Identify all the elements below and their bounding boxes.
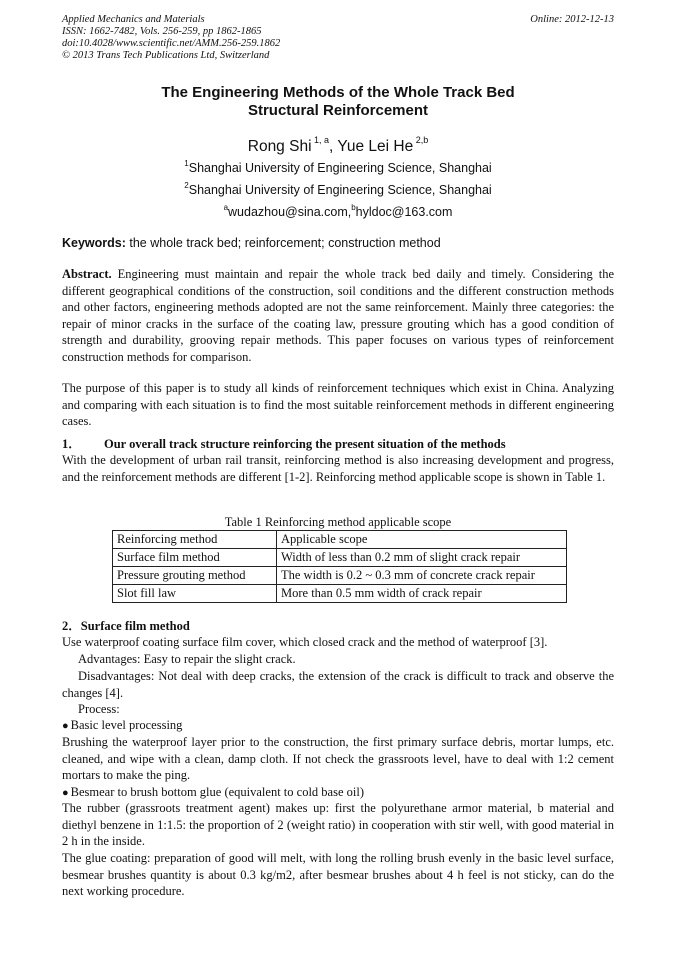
bullet-1-text: Basic level processing [70,718,183,732]
table-1 [112,530,567,603]
bullet-icon: ● [62,787,69,799]
email-a-sup: a [223,203,229,212]
bullet-2-text: Besmear to brush bottom glue (equivalent to cold base oil) [70,785,364,799]
table-cell: Reinforcing method [113,531,277,549]
disadvantages-text: Disadvantages: Not deal with deep cracks, the extension of the crack is difficult to track and observe the changes [4]. [62,669,614,700]
running-header [62,14,614,62]
email-line [62,200,614,220]
author-2-sup: 2,b [413,135,429,145]
affiliation-2 [62,178,614,198]
email-b-sup: b [351,203,356,212]
basic-level-paragraph: Brushing the waterproof layer prior to the construction, the first primary surface debris, mortar lumps, etc. cleaned, and wipe with a clean, damp cloth. If not check the grassroots level, have to deal with 1:2 cement mortars to make the ping. [62,735,614,783]
section-2-title: Surface film method [80,619,190,633]
abstract-label: Abstract. [62,267,112,281]
section-1-number: 1． [62,437,81,451]
paper-title [62,84,614,120]
section-1-heading [62,436,614,452]
email-a[interactable]: wudazhou@sina.com, [228,205,352,219]
table-cell: Surface film method [113,549,277,567]
table-cell: Pressure grouting method [113,567,277,585]
affiliation-1-text: Shanghai University of Engineering Science, Shanghai [188,161,492,175]
purpose-paragraph: The purpose of this paper is to study all kinds of reinforcement techniques which exist in China. Analyzing and comparing with each situation is to find the most suitable reinforcement methods in different engineering cases. [62,381,614,429]
table-row [113,585,567,603]
table-caption: Table 1 Reinforcing method applicable scope [224,515,452,529]
abstract-text: Engineering must maintain and repair the whole track bed daily and timely. Considering the different geographical conditions of the construction, soil conditions and the different construction methods and other factors, engineering methods adopted are not the same reinforcement. Mainly three categories: the repair of minor cracks in the surface of the coating law, pressure grouting which has a good condition of strength and durability, grooving repair methods. This paper focuses on various types of reinforcement construction methods for comparison. [62,267,614,364]
section-2-heading [62,618,614,634]
section-2-intro: Use waterproof coating surface film cover, which closed crack and the method of waterproof [3]. [62,635,548,649]
bottom-glue-paragraph: The rubber (grassroots treatment agent) makes up: first the polyurethane armor material, b material and diethyl benzene in 1:1.5: the proportion of 2 (weight ratio) in cooperation with stir well, with good material in 2 h in the inside. [62,801,614,849]
journal-name: Applied Mechanics and Materials [62,14,205,25]
issn-line: ISSN: 1662-7482, Vols. 256-259, pp 1862-1865 [62,26,262,37]
table-cell: Width of less than 0.2 mm of slight crack repair [277,549,567,567]
author-separator: , [329,138,338,155]
glue-coating-paragraph: The glue coating: preparation of good will melt, with long the rolling brush evenly in the basic level surface, besmear brushes quantity is about 0.3 kg/m2, after besmear brushes about 4 h feel is not sticky, can do the next working procedure. [62,851,614,899]
section-1-text: With the development of urban rail transit, reinforcing method is also increasing development and progress, and the reinforcement methods are different [1-2]. Reinforcing method applicable scope is shown in Table 1. [62,453,614,484]
affiliation-2-sup: 2 [184,181,189,190]
table-row [113,549,567,567]
table-row [113,531,567,549]
table-row [113,567,567,585]
table-cell: The width is 0.2 ~ 0.3 mm of concrete crack repair [277,567,567,585]
affiliation-1 [62,156,614,176]
author-1-sup: 1, a [311,135,330,145]
online-date: Online: 2012-12-13 [530,14,614,25]
table-cell: More than 0.5 mm width of crack repair [277,585,567,603]
author-line [62,130,614,157]
section-2-number: 2． [62,619,81,633]
title-line-2: Structural Reinforcement [247,102,429,119]
bullet-icon: ● [62,720,69,732]
doi-line: doi:10.4028/www.scientific.net/AMM.256-259.1862 [62,38,281,49]
affiliation-1-sup: 1 [184,159,189,168]
author-1: Rong Shi [247,138,312,155]
bullet-bottom-glue [62,784,614,802]
keywords-label: Keywords: [62,236,126,250]
affiliation-2-text: Shanghai University of Engineering Science, Shanghai [188,183,492,197]
abstract [62,266,614,366]
advantages-text: Advantages: Easy to repair the slight crack. [78,652,296,666]
copyright-line: © 2013 Trans Tech Publications Ltd, Switzerland [62,50,270,61]
author-2: Yue Lei He [337,138,414,155]
process-label: Process: [78,702,120,716]
keywords [62,235,614,251]
title-line-1: The Engineering Methods of the Whole Track Bed [161,84,515,101]
bullet-basic-level [62,717,614,735]
keywords-text: the whole track bed; reinforcement; construction method [125,236,441,250]
table-cell: Applicable scope [277,531,567,549]
email-b[interactable]: hyldoc@163.com [355,205,453,219]
table-cell: Slot fill law [113,585,277,603]
section-1-title: Our overall track structure reinforcing the present situation of the methods [104,437,506,451]
